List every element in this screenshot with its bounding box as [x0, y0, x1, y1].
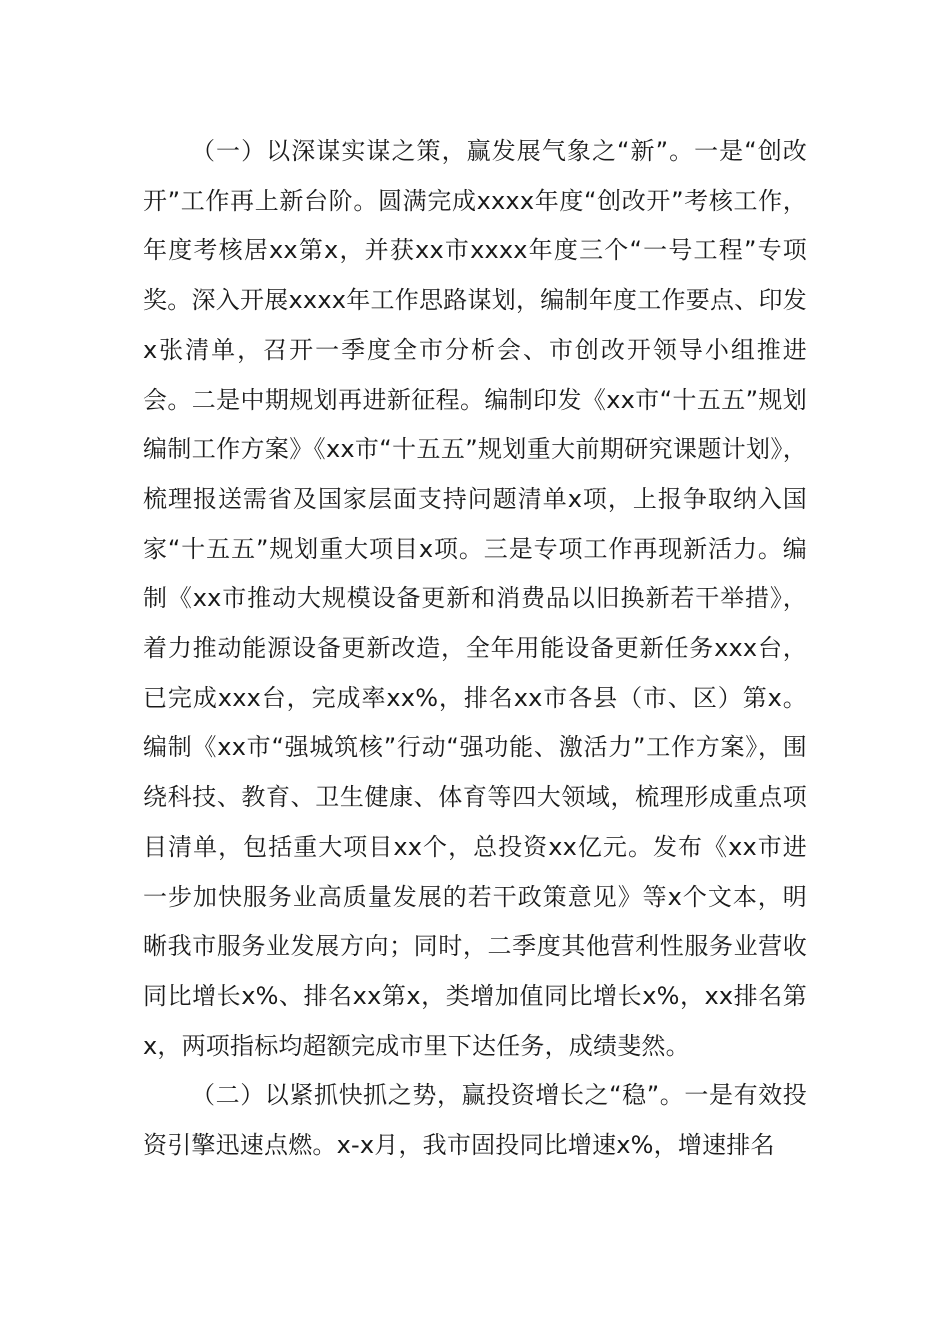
- paragraph-section-1: （一）以深谋实谋之策，赢发展气象之“新”。一是“创改开”工作再上新台阶。圆满完成xxxx年度“创改开”考核工作，年度考核居xx第x，并获xx市xxxx年度三个“一号工程”专项奖。深入开展xxxx年工作思路谋划，编制年度工作要点、印发x张清单，召开一季度全市分析会、市创改开领导小组推进会。二是中期规划再进新征程。编制印发《xx市“十五五”规划编制工作方案》《xx市“十五五”规划重大前期研究课题计划》，梳理报送需省及国家层面支持问题清单x项，上报争取纳入国家“十五五”规划重大项目x项。三是专项工作再现新活力。编制《xx市推动大规模设备更新和消费品以旧换新若干举措》，着力推动能源设备更新改造，全年用能设备更新任务xxx台，已完成xxx台，完成率xx%，排名xx市各县（市、区）第x。编制《xx市“强城筑核”行动“强功能、激活力”工作方案》，围绕科技、教育、卫生健康、体育等四大领域，梳理形成重点项目清单，包括重大项目xx个，总投资xx亿元。发布《xx市进一步加快服务业高质量发展的若干政策意见》等x个文本，明晰我市服务业发展方向；同时，二季度其他营利性服务业营收同比增长x%、排名xx第x，类增加值同比增长x%，xx排名第x，两项指标均超额完成市里下达任务，成绩斐然。: [143, 137, 807, 1060]
- paragraph-section-2: （二）以紧抓快抓之势，赢投资增长之“稳”。一是有效投资引擎迅速点燃。x-x月，我市固投同比增速x%，增速排名: [143, 1081, 807, 1160]
- document-body: [143, 127, 807, 1171]
